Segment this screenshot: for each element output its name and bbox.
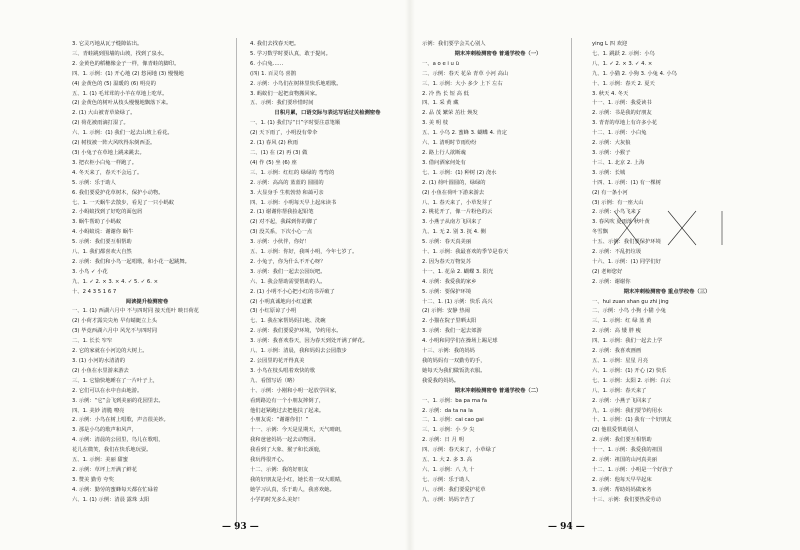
- answer-line: 2. 示例：da ta na la: [422, 407, 473, 414]
- column-4: [592, 40, 742, 528]
- answer-line: 我和爸爸妈妈一起去动物园。: [250, 437, 319, 444]
- answer-line: (3) 小红原谅了小明: [250, 308, 297, 315]
- answer-line: 九、示例：妈妈辛苦了: [422, 496, 475, 503]
- answer-line: 四、1. 美妙 清脆 嘹亮: [72, 407, 125, 414]
- answer-line: (2) 示例：安静 热闹: [422, 308, 470, 315]
- answer-line: 3. 示例：我喜欢春天，因为春天到处开满了鲜花。: [250, 338, 368, 345]
- answer-line: 2. (1) 荷叶圆圆的，绿绿的: [422, 179, 486, 186]
- answer-line: 我的好朋友是小红，她长着一双大眼睛，: [250, 476, 346, 483]
- answer-line: 3. 赞美 勤劳 夸奖: [72, 476, 114, 483]
- matching-lines-diagram: [600, 207, 730, 251]
- answer-line: 4. 小蚂蚁说：谢谢你 蜗牛: [72, 229, 134, 236]
- answer-line: 她学习认真，乐于助人，我喜欢她。: [250, 486, 335, 493]
- answer-line: 四、示例：春天来了，小草绿了: [422, 447, 497, 454]
- answer-line: 五、1. 大 2. 多 3. 高: [422, 457, 473, 464]
- answer-line: 五、1. 示例：你好，我叫小明，今年七岁了。: [250, 249, 358, 256]
- answer-line: 六、1. (1) 示例：清晨 露珠 太阳: [72, 496, 150, 503]
- answer-line: 十三、示例：我的妈妈: [422, 348, 475, 355]
- column-divider: [236, 38, 237, 530]
- answer-line: 3. 蚂蚁们一起把食物搬回家。: [250, 90, 321, 97]
- answer-line: 五、示例：我们要珍惜时间: [250, 100, 314, 107]
- answer-line: (4) 作 (5) 坐 (6) 座: [250, 159, 297, 166]
- answer-line: (2) 对不起，我踩到你的脚了: [250, 219, 318, 226]
- answer-line: 十、1. 示例：我最喜欢的季节是春天: [422, 249, 509, 256]
- answer-line: 3. 小鸟在枝头唱着欢快的歌: [250, 367, 316, 374]
- answer-line: 我的妈妈有一双勤劳的手，: [422, 358, 486, 364]
- answer-line: (3) 小兔子在草地上跳来跳去。: [72, 149, 145, 156]
- answer-line: 3. 青青的草地上有许多小花: [592, 120, 658, 127]
- answer-line: 一、a o e i u ü: [422, 60, 459, 67]
- answer-line: 4. 我们去找春天吧。: [250, 41, 300, 47]
- answer-line: 五、1. 示例：星星 月亮: [592, 358, 649, 364]
- answer-line: 2. 示例：小鸟在树上唱歌，声音很美妙。: [72, 417, 169, 424]
- answer-line: 2. (1) 小明不小心把小红的书弄破了: [250, 288, 335, 295]
- page-number-left: — 93 —: [222, 522, 259, 532]
- answer-line: 一、hui zuan shan gu zhi jing: [592, 298, 669, 305]
- answer-line: 三、1. 示例：小 少 尖: [422, 427, 475, 434]
- answer-line: 三、1. 它愉快地睡在了一片叶子上，: [72, 377, 159, 384]
- answer-line: (2) 老师您好: [592, 268, 623, 275]
- answer-line: (4) 金黄色的 (5) 温暖的 (6) 明亮的: [72, 80, 156, 87]
- answer-line: 2. 冷 热 长 短 高 低: [422, 90, 469, 97]
- answer-line: 二、示例：小鸟 小狗 小猫 小兔: [592, 308, 666, 315]
- answer-line: (2) 有一条小河: [592, 189, 628, 196]
- answer-line: 二、1. 长长 窄窄: [72, 338, 113, 345]
- answer-line: 2. 示例：小鸟们在树林里快乐地唱歌。: [250, 80, 342, 87]
- answer-line: 三、1. 示例：红红的 绿绿的 弯弯的: [250, 169, 335, 176]
- answer-line: 2. 小蚂蚁找到了好吃的面包屑: [72, 209, 143, 216]
- answer-line: 七、1. 示例：太阳 2. 示例：白云: [592, 377, 671, 384]
- answer-line: 2. 示例：我们要爱护环境，节约用水。: [250, 328, 342, 335]
- answer-line: 3. 秋天 4. 冬天: [592, 90, 629, 97]
- answer-line: 冬雪飘: [592, 229, 608, 236]
- answer-line: 3. 大显身手 生机勃勃 和蔼可亲: [250, 189, 324, 196]
- answer-line: 3. 借问酒家何处有: [422, 159, 466, 166]
- answer-line: 期末冲刺检测密卷 普通学校卷（一）: [454, 50, 542, 57]
- answer-line: 十、1. 示例：(1) 我有一个好朋友: [592, 417, 672, 424]
- answer-line: 2. 示例：我喜欢画画: [592, 348, 642, 355]
- answer-line: 6. 我们要爱护花草树木，保护小动物。: [72, 189, 164, 196]
- answer-line: 3. 把衣柜小白兔一样跑了。: [72, 159, 138, 166]
- answer-line: 我看到了大象、猴子和长颈鹿，: [250, 447, 325, 454]
- answer-line: 2. 它的家就在小河边的大树上。: [72, 348, 148, 355]
- answer-line: 3. 它灵巧地从瓦子缝隙钻出。: [72, 41, 143, 47]
- answer-line: 三、青蛙跳到围墙的山坡，找到了泉水。: [72, 50, 168, 57]
- answer-line: 四、1. 示例：(1) 开心地 (2) 悠闲地 (3) 慢慢地: [72, 70, 184, 77]
- answer-line: 2. 公园里的花开得真美: [250, 358, 305, 364]
- answer-line: 十、2 4 3 5 1 6 7: [72, 288, 117, 295]
- answer-line: 2. 示例：高高的 蓝蓝的 圆圆的: [250, 179, 324, 186]
- answer-line: 六、1. 示例：(1) 我们一起去山坡上看花。: [72, 130, 173, 137]
- answer-line: 一、1. (1) 我们写“日”字时要注意笔顺: [250, 120, 341, 127]
- answer-line: 三、1. 示例：红 绿 蓝 黄: [592, 318, 652, 325]
- answer-line: 4. 示例：勤劳的蜜蜂每天都在忙碌着: [72, 486, 159, 493]
- answer-line: 五、1. 示例：美丽 甜蜜: [72, 457, 129, 464]
- answer-line: 2. 示例：祖国的山河真美丽: [592, 457, 658, 464]
- answer-line: 3. 示例：帮助妈妈做家务: [592, 486, 652, 493]
- answer-line: 他们赶紧跑过去把他扶了起来。: [250, 407, 325, 414]
- answer-line: 十、1. 示例：春天 2. 夏天: [592, 80, 655, 87]
- answer-line: 2. (1) 大山被青草染绿了。: [72, 110, 136, 117]
- answer-line: 她每天为我们做饭洗衣服。: [422, 367, 486, 374]
- answer-line: 十三、示例：我们要热爱劳动: [592, 496, 661, 503]
- answer-line: 阅读提升检测密卷: [125, 298, 169, 305]
- answer-line: 九、1. ✓ 2. × 3. × 4. ✓ 5. ✓ 6. ×: [72, 278, 159, 285]
- answer-line: 5. 示例：要保护环境: [422, 288, 472, 295]
- answer-line: 2. 示例：草坪上开满了鲜花: [72, 466, 138, 473]
- answer-line: 2. 示例：谢谢你: [592, 278, 631, 285]
- answer-line: 十一、示例：今天是星期天，天气晴朗，: [250, 427, 346, 434]
- answer-line: 3. 小燕子从南方飞回来了: [422, 219, 482, 226]
- answer-line: 三、1. 示例：大小 多少 上下 左右: [422, 80, 503, 87]
- answer-line: 八、1. 春天来了，小草发芽了: [422, 199, 493, 206]
- answer-line: 5. 示例：我们要互相帮助: [72, 239, 132, 246]
- answer-line: 3. 示例：长城: [592, 169, 626, 176]
- answer-line: 小学的时光多么美好！: [250, 496, 303, 503]
- answer-line: (3) 没关系，下次小心一点: [250, 229, 313, 236]
- answer-line: 3. 示例：“它”会飞到美丽的花园里去。: [72, 397, 164, 404]
- answer-line: 七、1. 示例：(1) 种树 (2) 浇水: [422, 169, 497, 176]
- answer-line: 示例：我们要学会关心别人: [422, 41, 486, 47]
- answer-line: 花儿在微笑，我们在快乐地玩耍。: [72, 447, 152, 454]
- answer-line: 2. 示例：大灰狼: [592, 140, 631, 147]
- answer-line: 六、1. 示例：八 九 十: [422, 466, 475, 473]
- answer-line: 日积月累，口语交际与表达写话过关检测密卷: [274, 110, 381, 117]
- answer-line: 七、示例：乐于助人: [422, 476, 470, 483]
- answer-line: 九、看图写话（略）: [250, 377, 298, 384]
- answer-line: 八、1. 示例：春天来了: [592, 387, 647, 394]
- answer-line: 2. 示例：小鸟飞来了: [592, 209, 642, 216]
- answer-line: 十二、1. (1) 示例：快乐 高兴: [422, 298, 493, 305]
- answer-line: 九、1. 小猫 2. 小狗 3. 小兔 4. 小鸟: [592, 70, 677, 77]
- answer-line: 5. 学习数学时要认真，敢于提问。: [250, 50, 331, 57]
- answer-line: 3. 那是小鸟的歌声和风声，: [72, 427, 138, 434]
- answer-line: (2) 小鱼在荷叶下游来游去: [422, 189, 485, 196]
- answer-line: 3. 美 明 枝: [422, 120, 448, 127]
- answer-line: 十一、1. 示例：我爱我的祖国: [592, 447, 663, 454]
- answer-line: (2) 小鱼在水里游来游去: [72, 367, 129, 374]
- answer-line: 5. 示例：乐于助人: [72, 179, 116, 186]
- answer-line: 我玩得很开心。: [250, 457, 288, 464]
- answer-line: (2) 荷花被雨滴打湿了。: [72, 120, 129, 127]
- answer-line: 3. (1) 小河的水清清的: [72, 358, 126, 364]
- answer-line: 八、1. 我们都喜欢大自然: [72, 249, 132, 256]
- answer-line: 2. 它们可以在水中自由地游。: [72, 387, 143, 394]
- answer-line: 八、1. ✓ 2. × 3. ✓ 4. ×: [592, 60, 653, 67]
- answer-line: 五、1. (1) 毛茸茸的小羊在草地上吃草。: [72, 90, 168, 97]
- answer-line: 八、1. 示例：清晨，我和妈妈去公园散步: [250, 348, 347, 355]
- answer-line: 十、示例：小刚和小明一起放学回家，: [250, 387, 341, 394]
- column-2: [250, 40, 405, 528]
- answer-line: 2. 桃花开了，像一片粉色的云: [422, 209, 493, 216]
- answer-line: 4. 小明和同学们在操场上踢足球: [422, 338, 498, 345]
- answer-line: 四、1. 示例：我们一起去上学: [592, 338, 663, 345]
- answer-line: 我爱我的妈妈。: [422, 377, 460, 384]
- answer-line: 3. 示例：小猴子: [592, 149, 631, 156]
- answer-line: 期末冲刺检测密卷 普通学校卷（二）: [454, 387, 542, 394]
- answer-line: 二、示例：春天 花朵 青草 小河 高山: [422, 70, 509, 77]
- answer-line: 小朋友说：“谢谢你们！”: [250, 417, 309, 424]
- answer-line: 2. 小猫在院子里晒太阳: [422, 318, 477, 325]
- answer-line: 3. 示例：小伙伴，你好！: [250, 239, 310, 246]
- answer-line: 二、(1) 在 (2) 再 (3) 做: [250, 149, 308, 156]
- answer-line: 九、1. 示例：我们要节约用水: [592, 407, 663, 414]
- answer-line: 4. 示例：我爱我的家乡: [422, 278, 477, 285]
- answer-line: 看到路边有一个小朋友摔倒了，: [250, 397, 325, 404]
- answer-line: 十六、1. 示例：(1) 同学们好: [592, 258, 661, 265]
- answer-line: 4. 冬天来了，春天不会远了。: [72, 169, 143, 176]
- answer-line: 2. (1) 谢谢你帮我捡起铅笔: [250, 209, 314, 216]
- answer-line: 2. 因为春天万物复苏: [422, 258, 472, 265]
- answer-line: 3. 春风吹 夏雨落 秋叶黄: [592, 219, 650, 226]
- answer-line: 2. 示例：日 月 明: [422, 437, 464, 444]
- answer-line: 4. 示例：清晨的公园里，鸟儿在歌唱，: [72, 437, 164, 444]
- answer-line: 九、1. 无 2. 别 3. 抚 4. 侧: [422, 229, 486, 236]
- answer-line: 2. 示例：高 矮 胖 瘦: [592, 328, 641, 335]
- answer-line: 二、1. 示例：cai cao gai: [422, 417, 484, 424]
- answer-line: 3. 示例：我们一起去公园玩吧。: [250, 268, 326, 275]
- answer-line: 2. 示例：我们要互相帮助: [592, 437, 652, 444]
- answer-line: (3) 示例：有一座大山: [592, 199, 644, 206]
- answer-line: 5. 示例：春天真美丽: [422, 239, 472, 246]
- answer-line: 2. 示例：不乱扔垃圾: [592, 249, 642, 256]
- answer-line: 十一、1. 花朵 2. 蝴蝶 3. 阳光: [422, 268, 494, 275]
- answer-line: (2) 小荷才露尖尖角 早有蜻蜓立上头: [72, 318, 158, 325]
- answer-line: 十五、示例：我们要保护环境: [592, 239, 661, 246]
- answer-line: 七、1. 我在家帮妈妈扫地、洗碗: [250, 318, 326, 325]
- answer-line: 2. 示例：小燕子飞回来了: [592, 397, 652, 404]
- answer-line: 六、1. 我会帮助需要帮助的人。: [250, 278, 326, 285]
- answer-line: 六、1. 示例：(1) 开心 (2) 快乐: [592, 367, 667, 374]
- answer-line: 3. 小鸟 ✓ 小花: [72, 268, 108, 275]
- answer-line: 六、1. 清明时节雨纷纷: [422, 140, 477, 147]
- answer-line: 2. 示例：我们和小鸟一起唱歌，和小花一起跳舞。: [72, 258, 190, 265]
- answer-line: 八、示例：我们要爱护花草: [422, 486, 486, 493]
- answer-line: 四、1. 采 黄 藏: [422, 100, 459, 107]
- page-fold: [405, 0, 415, 550]
- answer-line: (2) 他很爱帮助别人: [592, 427, 639, 434]
- answer-line: 2. 金黄色的稻穗像金子一样，像青蛙的脚印。: [72, 60, 180, 67]
- answer-line: 3. 蜗牛帮助了小蚂蚁: [72, 219, 122, 226]
- answer-line: 十二、1. 示例：小明是一个好孩子: [592, 466, 673, 473]
- answer-line: 十二、示例：我的好朋友: [250, 466, 309, 473]
- answer-line: 2. 路上行人欲断魂: [422, 149, 466, 156]
- answer-line: 七、1. 一天蜗牛去散步，看见了一只小蚂蚁: [72, 199, 175, 206]
- column-3: [422, 40, 574, 528]
- answer-line: 一、1. 示例：ba pa ma fa: [422, 397, 488, 404]
- answer-line: 2. 品 茂 繁荣 茁壮 焕发: [422, 110, 478, 117]
- answer-line: 3. 示例：我们一起去郊游: [422, 328, 482, 335]
- answer-line: 6. 小白兔……: [250, 60, 284, 67]
- answer-line: 四、1. 示例：小明每天早上起床读书: [250, 199, 337, 206]
- answer-line: (3) 毕竟西湖六月中 风光不与四时同: [72, 328, 158, 335]
- answer-line: (2) 金黄色的树叶从枝头慢慢地飘落下来。: [72, 100, 172, 107]
- page-number-right: — 94 —: [548, 522, 585, 532]
- column-1: [72, 40, 222, 528]
- answer-line: 五、1. 小鸟 2. 蜜蜂 3. 蝴蝶 4. 肯定: [422, 130, 507, 137]
- answer-line: 2. 示例：书是我的好朋友: [592, 110, 652, 117]
- answer-line: 2. 示例：他每天早早起床: [592, 476, 652, 483]
- answer-line: 十三、1. 北京 2. 上海: [592, 159, 645, 166]
- answer-line: (2) 天下雨了，小明没有带伞: [250, 130, 318, 137]
- answer-line: 七、1. 跳跃 2. 示例：小鸟: [592, 50, 655, 57]
- answer-line: (四) 1. 百灵鸟 喜鹊: [250, 70, 297, 77]
- answer-line: 2. 小兔子，你为什么不开心呀？: [250, 258, 326, 265]
- answer-line: 一、1. (1) 西湖六月中 不与四时同 接天莲叶 映日荷花: [72, 308, 199, 315]
- answer-line: 十一、1. 示例：我爱读书: [592, 100, 652, 107]
- answer-line: 2. (1) 春风 (2) 秋雨: [250, 140, 298, 147]
- answer-line: ying L 四 欢迎: [592, 41, 628, 47]
- answer-line: (2) 小明真诚地向小红道歉: [250, 298, 313, 305]
- answer-line: 十二、1. 示例：小白兔: [592, 130, 647, 137]
- answer-line: (2) 树枝被一阵大风吹得东倒西歪。: [72, 140, 156, 147]
- answer-line: 十四、1. 示例：(1) 有一棵树: [592, 179, 661, 186]
- answer-line: 期末冲刺检测密卷 重点学校卷（三）: [623, 288, 711, 295]
